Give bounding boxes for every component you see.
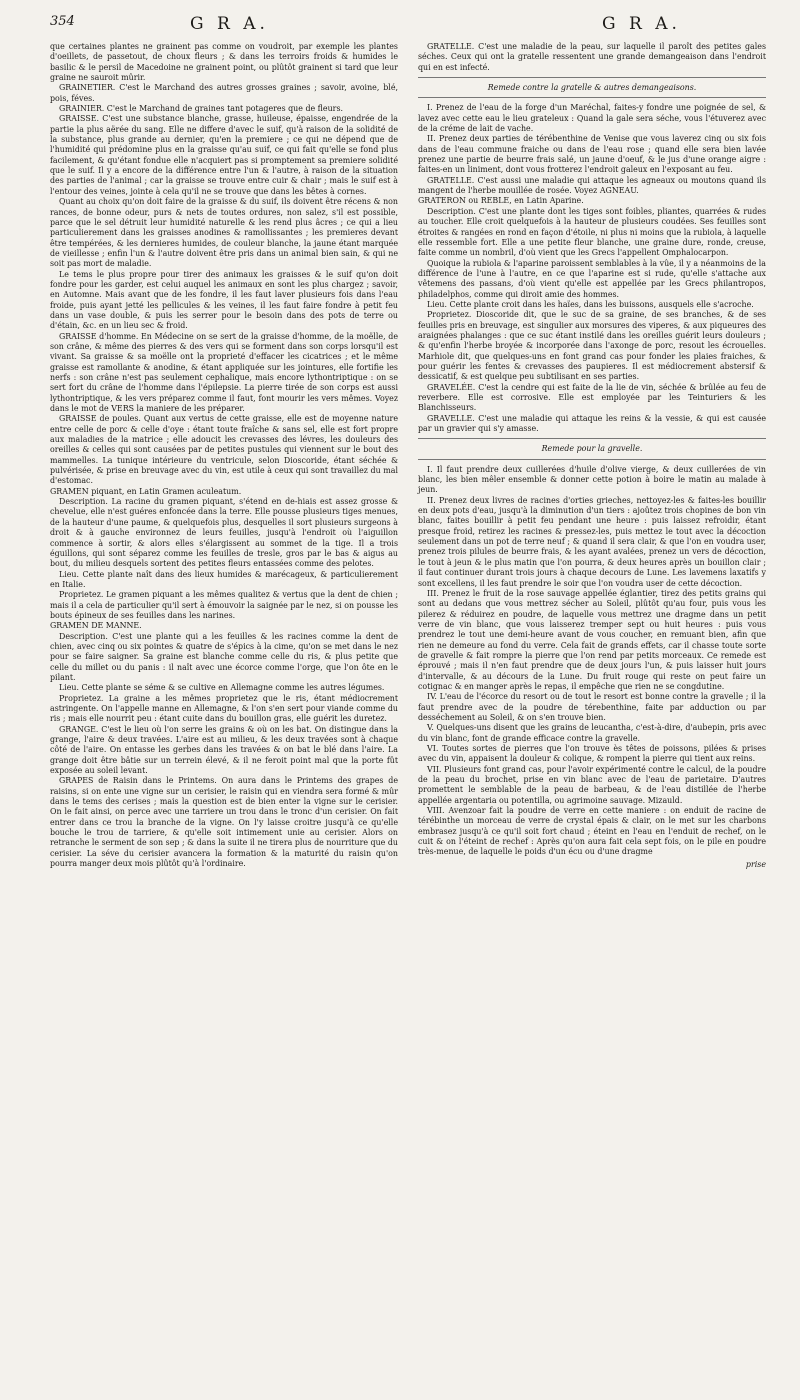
paragraph: VII. Plusieurs font grand cas, pour l'avoir expérimenté contre le calcul, de la poudre de la peau du brochet, prise en vin blanc avec de l'eau de parietaire. D'autres promettent le semblable de la peau de barbeau, & de l'eau distillée de l'herbe appellée argentaria ou potentilla, ou agrimoine sauvage. Mizauld.: [418, 764, 766, 805]
paragraph: Proprietez. Le gramen piquant a les mêmes qualitez & vertus que la dent de chien ; mais il a cela de particulier qu'il sert à émouvoir la saignée par le nez, si on pousse les bouts épineux de ses feuilles dans les narines.: [50, 590, 398, 620]
entry-grange: GRANGE. C'est le lieu où l'on serre les grains & où on les bat. On distingue dans la grange, l'aire & deux travées. L'aire est au milieu, & les deux travées sont à chaque côté de l'aire. On entasse les gerbes dans les travées & on bat le blé dans l'aire. La grange doit être bâtie sur un terrein élevé, & il ne feroit point mal que la porte fût exposée au soleil levant.: [50, 724, 398, 776]
section-heading: Remede pour la gravelle.: [541, 444, 643, 454]
paragraph: Le tems le plus propre pour tirer des animaux les graisses & le suif qu'on doit fondre pour les garder, est celui auquel les animaux en sont les plus chargez ; savoir, en Automne. Mais avant que de les fondre, il les faut laver plusieurs fois dans l'eau froide, puis ayant jetté les pellicules & les veines, il les faut faire fondre à petit feu dans un vase double, & puis les serrer pour le besoin dans des pots de terre ou d'étain, &c. en un lieu sec & froid.: [50, 269, 398, 331]
paragraph: II. Prenez deux livres de racines d'orties grieches, nettoyez-les & faites-les bouillir en deux pots d'eau, jusqu'à la diminution d'un tiers : ajoûtez trois chopines de bon vin blanc, faites bouillir à petit feu pendant une heure : puis laissez refroidir, étant presque froid, retirez les racines & pressez-les, puis mettez le tout avec la décoction seulement dans un pot de terre neuf ; & quand il sera clair, & que l'on en voudra user, prenez trois pilules de beurre frais, & les ayant avalées, prenez un vers de décoction, le tout à jeun & le plus matin que l'on pourra, & deux heures après un bouillon clair ; il faut continuer durant trois jours à chaque decours de Lune. Les lavemens laxatifs y sont excellens, il les faut prendre le soir que l'on voudra user de cette décoction.: [418, 495, 766, 588]
paragraph: I. Il faut prendre deux cuillerées d'huile d'olive vierge, & deux cuillerées de vin blanc, les bien mêler ensemble & donner cette potion à boire le matin au malade à jeun.: [418, 464, 766, 495]
paragraph: III. Prenez le fruit de la rose sauvage appellée églantier, tirez des petits grains qui sont au dedans que vous mettrez sécher au Soleil, plûtôt qu'au four, puis vous les pilerez & réduirez en poudre, de laquelle vous mettrez une dragme dans un petit verre de vin blanc, que vous laisserez tremper sept ou huit heures : puis vous prendrez le tout une demi-heure avant de vous coucher, en remuant bien, afin que rien ne demeure au fond du verre. Cela fait de grands effets, car il chasse toute sorte de gravelle & fait rompre la pierre que l'on rend par petits morceaux. Ce remede est éprouvé ; mais il n'en faut prendre que de deux jours l'un, & puis laisser huit jours d'intervalle, & au décours de la Lune. Du fruit rouge qui reste on peut faire un cotignac & en manger après le repas, il empêche que rien ne se congdutine.: [418, 588, 766, 691]
paragraph: I. Prenez de l'eau de la forge d'un Maréchal, faites-y fondre une poignée de sel, & lavez avec cette eau le lieu grateleux : Quand la gale sera séche, vous l'étuverez avec de la créme de lait de vache.: [418, 103, 766, 134]
paragraph: IV. L'eau de l'écorce du resort ou de tout le resort est bonne contre la gravelle ; il la faut prendre avec de la poudre de térebenthine, faite par adduction ou par desséchement au Soleil, & on s'en trouve bien.: [418, 692, 766, 722]
section-heading: Remede contre la gratelle & autres demangeaisons.: [487, 83, 697, 93]
paragraph: que certaines plantes ne grainent pas comme on voudroit, par exemple les plantes d'oeillets, de passetout, de choux fleurs ; & dans les terroirs froids & humides le basilic & le persil de Macedoine ne grainent point, ou plûtôt grainent si tard que leur graine ne sauroit mûrir.: [50, 42, 398, 83]
entry-graisse-homme: GRAISSE d'homme. En Médecine on se sert de la graisse d'homme, de la moëlle, de son crâne, & même des pierres & des vers qui se forment dans son corps lorsqu'il est vivant. Sa graisse & sa moëlle ont la proprieté d'effacer les cicatrices ; et le même graisse est ramollante & anodine, & étant appliquée sur les jointures, elle fortifie les nerfs : son crâne n'est pas seulement cephalique, mais encore lythontriptique : on se sert fort du crâne de l'homme dans l'épilepsie. La pierre tirée de son corps est aussi lythontriptique, & les vers préparez comme il faut, font mourir les vers mêmes. Voyez dans le mot de VERS la maniere de les préparer.: [50, 331, 398, 414]
paragraph: VIII. Avenzoar fait la poudre de verre en cette maniere : on enduit de racine de térébinthe un morceau de verre de crystal épais & clair, on le met sur les charbons embrasez jusqu'à ce qu'il soit fort chaud ; éteint en l'eau en l'enduit de rechef, on le cuit & on l'éteint de rechef : Après qu'on aura fait cela sept fois, on le pile en poudre très-menue, de laquelle le poids d'un écu ou d'une dragme: [418, 806, 766, 857]
paragraph: V. Quelques-uns disent que les grains de leucantha, c'est-à-dire, d'aubepin, pris avec du vin blanc, font de grande efficace contre la gravelle.: [418, 723, 766, 743]
catchword: prise: [745, 859, 766, 869]
paragraph: Description. La racine du gramen piquant, s'étend en de-hiais est assez grosse & chevelue, elle n'est guéres enfoncée dans la terre. Elle pousse plusieurs tiges menues, de la hauteur d'une paume, & quelquefois plus, desquelles il sort plusieurs surgeons à droit & à gauche environnez de leurs feuilles, jusqu'à l'endroit où l'aiguillon commence à sortir, & alors elles s'élargissent au sommet de la tige. Il a trois éguillons, qui sont séparez comme les feuilles de tresle, gros par le bas & aigus au bout, du milieu desquels sortent des petites fleurs entassées comme des pelotes.: [50, 497, 398, 569]
paragraph: Lieu. Cette plante croit dans les haïes, dans les buissons, ausquels elle s'acroche.: [427, 299, 754, 309]
paragraph: Description. C'est une plante dont les tiges sont foibles, pliantes, quarrées & rudes au toucher. Elle croit quelquefois à la hauteur de plusieurs coudées. Ses feuilles sont étroites & rangées en rond en façon d'étoile, ni plus ni moins que la rubiola, à laquelle elle ressemble fort. Elle a une petite fleur blanche, une graine dure, ronde, creuse, faite comme un nombril, d'où vient que les Grecs l'appellent Omphalocarpon.: [418, 206, 766, 258]
divider: [418, 97, 766, 98]
paragraph: Lieu. Cette plante naît dans des lieux humides & marécageux, & particulierement en Italie.: [50, 569, 398, 589]
right-column: [418, 42, 766, 870]
entry-gravelle: GRAVELLE. C'est une maladie qui attaque les reins & la vessie, & qui est causée par un gravier qui s'y amasse.: [418, 413, 766, 434]
entry-gramen-piquant: GRAMEN piquant, en Latin Gramen aculeatum.: [50, 486, 242, 496]
paragraph: Quoique la rubiola & l'aparine paroissent semblables à la vûe, il y a néanmoins de la différence de l'une à l'autre, en ce que l'aparine est si rude, qu'elle s'attache aux vêtemens des passans, d'où vient qu'elle est appellée par les Grecs philantropos, philadelphos, comme qui diroit amie des hommes.: [418, 258, 766, 299]
entry-grainier: GRAINIER. C'est le Marchand de graines tant potageres que de fleurs.: [59, 104, 344, 114]
entry-gravelee: GRAVELÉE. C'est la cendre qui est faite de la lie de vin, séchée & brûlée au feu de reverbere. Elle est corrosive. Elle est employée par les Teinturiers & les Blanchisseurs.: [418, 382, 766, 413]
paragraph: II. Prenez deux parties de térébenthine de Venise que vous laverez cinq ou six fois dans de l'eau commune fraiche ou dans de l'eau rose ; quand elle sera bien lavée prenez une partie de beurre frais salé, un jaune d'oeuf, & le jus d'une orange aigre : faites-en un liniment, dont vous frotterez l'endroit galeux en l'exposant au feu.: [418, 134, 766, 175]
entry-gratelle: GRATELLE. C'est une maladie de la peau, sur laquelle il paroît des petites gales séches. Ceux qui ont la gratelle ressentent une grande demangeaison dans l'endroit qui en est infecté.: [418, 42, 766, 72]
paragraph: Description. C'est une plante qui a les feuilles & les racines comme la dent de chien, avec cinq ou six pointes & quatre de s'épics à la cime, qu'on se met dans le nez pour se faire saigner. Sa graine est blanche comme celle du ris, & plus petite que celle du millet ou du panis : il naît avec une écorce comme l'orge, que l'on ôte en le pilant.: [50, 631, 398, 682]
paragraph: Proprietez. Dioscoride dit, que le suc de sa graine, de ses branches, & de ses feuilles pris en breuvage, est singulier aux morsures des viperes, & aux piqueures des araignées phalanges : que ce suc étant instilé dans les oreilles guérit leurs douleurs ; & qu'enfin l'herbe broyée & incorporée dans l'axonge de porc, resout les écrouelles. Marhiole dit, que quelques-uns en font grand cas pour fonder les plaies fraiches, & pour guérir les fentes & crevasses des paupieres. Il est médiocrement abstersif & dessicatif, & est quelque peu subtilisant en ses parties.: [418, 310, 766, 382]
entry-grateron: GRATERON ou REBLE, en Latin Aparine.: [418, 196, 584, 206]
paragraph: Proprietez. La graine a les mêmes proprietez que le ris, étant médiocrement astringente. On l'appelle manne en Allemagne, & l'on s'en sert pour viande comme du ris ; mais elle nourrit peu : étant cuite dans du bouillon gras, elle guérit les duretez.: [50, 693, 398, 724]
left-column: [50, 42, 398, 870]
running-head: [50, 14, 766, 42]
entry-graisse: GRAISSE. C'est une substance blanche, grasse, huileuse, épaisse, engendrée de la partie la plus aërée du sang. Elle ne differe d'avec le suif, qu'à raison de la solidité de la substance, plus grande au dernier, qu'en la premiere ; ce qui ne dépend que de l'humidité qui prédomine plus en la graisse qu'au suif, ce qui fait qu'elle se fond plus facilement, & qu'étant fondue elle n'acquiert pas si promptement sa premiere solidité que le suif. Il y a encore de la différence entre l'un & l'autre, à raison de la situation des parties de l'animal ; car la graisse se trouve entre cuir & chair ; mais le suif est à l'entour des veines, jointe à cela qu'il ne se trouve que dans les bêtes à cornes.: [50, 114, 398, 196]
entry-gramen-de-manne: GRAMEN DE MANNE.: [50, 621, 142, 631]
running-head-left: G R A.: [190, 14, 269, 34]
paragraph: VI. Toutes sortes de pierres que l'on trouve ès têtes de poissons, pilées & prises avec du vin, appaisent la douleur & colique, & rompent la pierre qui tient aux reins.: [418, 744, 766, 764]
paragraph: Lieu. Cette plante se séme & se cultive en Allemagne comme les autres légumes.: [59, 683, 385, 693]
paragraph: Quant au choix qu'on doit faire de la graisse & du suif, ils doivent être récens & non rances, de bonne odeur, purs & nets de toutes ordures, non salez, s'il est possible, parce que le sel détruit leur humidité naturelle & les rend plus âcres ; ce qui a lieu particulierement dans les graisses anodines & ramollissantes ; les premieres devant être tempérées, & les dernieres humides, de couleur blanche, la jaune étant marquée de vieillesse ; enfin l'un & l'autre doivent être pris dans un animal bien sain, & qui ne soit pas mort de maladie.: [50, 197, 398, 269]
running-head-right: G R A.: [602, 14, 681, 34]
divider: [418, 459, 766, 460]
entry-gratelle-agneaux: GRATELLE. C'est aussi une maladie qui attaque les agneaux ou moutons quand ils mangent de l'herbe mouillée de rosée. Voyez AGNEAU.: [418, 175, 766, 196]
entry-graisse-poules: GRAISSE de poules. Quant aux vertus de cette graisse, elle est de moyenne nature entre celle de porc & celle d'oye : étant toute fraîche & sans sel, elle est fort propre aux maladies de la matrice ; elle adoucit les crevasses des lévres, les douleurs des oreilles & celles qui sont causées par de petites pustules qui viennent sur le bout des mammelles. La tunique intérieure du ventricule, selon Dioscoride, étant séchée & pulvérisée, & prise en breuvage avec du vin, est utile à ceux qui sont travaillez du mal d'estomac.: [50, 414, 398, 486]
entry-grainetier: GRAINETIER. C'est le Marchand des autres grosses graines ; savoir, avoine, blé, pois, féves.: [50, 83, 398, 103]
entry-grapes: GRAPES de Raisin dans le Printems. On aura dans le Printems des grapes de raisins, si on ente une vigne sur un cerisier, le raisin qui en viendra sera formé & mûr dans le tems des cerises ; mais la question est de bien enter la vigne sur le cerisier. On le fait ainsi, on perce avec une tarriere un trou dans le tronc d'un cerisier. On fait entrer dans ce trou la branche de la vigne. On l'y laisse croitre jusqu'à ce qu'elle bouche le trou de tarriere, & qu'elle soit intimement unie au cerisier. Alors on retranche le serment de son sep ; & dans la suite il ne tirera plus de nourriture que du cerisier. La séve du cerisier avancera la formation & la maturité du raisin qu'on pourra manger deux mois plûtôt qu'à l'ordinaire.: [50, 776, 398, 869]
divider: [418, 77, 766, 78]
two-column-body: [50, 42, 766, 870]
divider: [418, 438, 766, 439]
page-number: 354: [50, 14, 75, 29]
